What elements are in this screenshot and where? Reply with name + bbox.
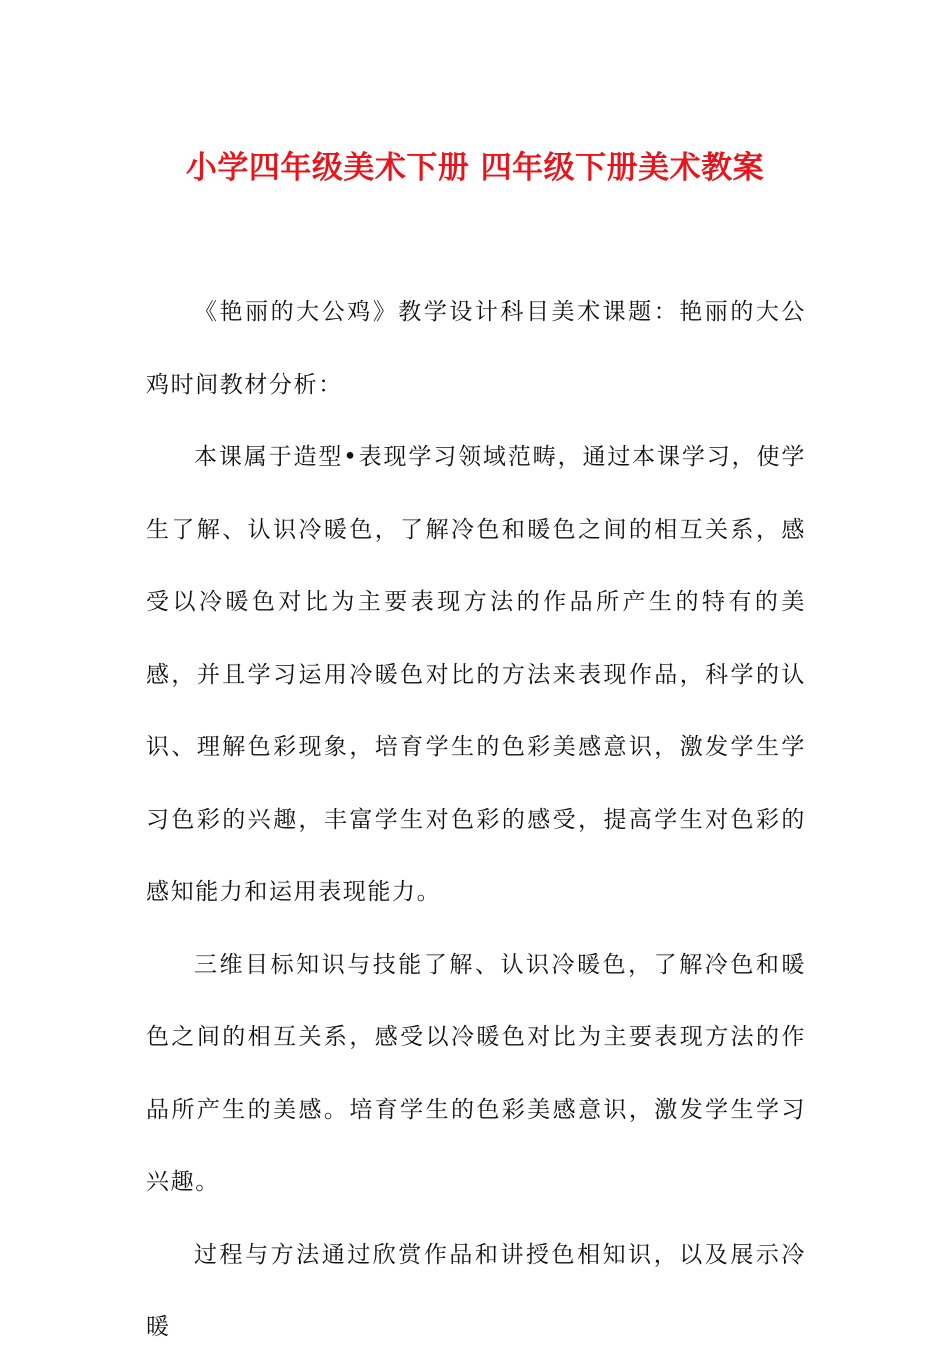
paragraph-analysis: 本课属于造型•表现学习领域范畴，通过本课学习，使学生了解、认识冷暖色，了解冷色和暖色之间的相互关系，感受以冷暖色对比为主要表现方法的作品所产生的特有的美感，并且学习运用冷暖色对比的方法来表现作品，科学的认识、理解色彩现象，培育学生的色彩美感意识，激发学生学习色彩的兴趣，丰富学生对色彩的感受，提高学生对色彩的感知能力和运用表现能力。	[146, 444, 806, 905]
paragraph-process: 过程与方法通过欣赏作品和讲授色相知识，以及展示冷暖	[146, 1241, 806, 1340]
document-title: 小学四年级美术下册 四年级下册美术教案	[185, 150, 765, 186]
paragraph-objectives: 三维目标知识与技能了解、认识冷暖色，了解冷色和暖色之间的相互关系，感受以冷暖色对比为主要表现方法的作品所产生的美感。培育学生的色彩美感意识，激发学生学习兴趣。	[146, 951, 806, 1195]
paragraph-intro: 《艳丽的大公鸡》教学设计科目美术课题：艳丽的大公鸡时间教材分析：	[146, 299, 806, 398]
document-body	[146, 276, 806, 1364]
